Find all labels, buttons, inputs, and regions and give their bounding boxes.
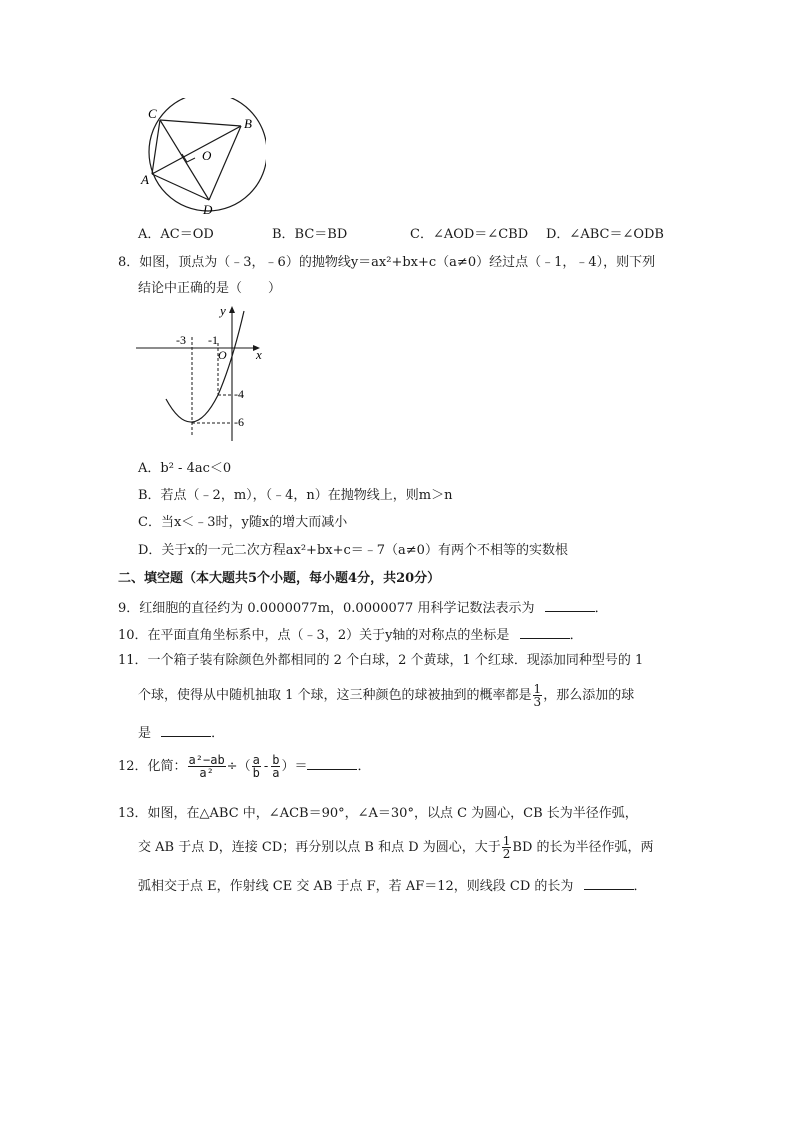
q8-option-b: B．若点（﹣2，m），（﹣4，n）在抛物线上，则m＞n — [138, 488, 453, 503]
q13-line2-b: BD 的长为半径作弧，两 — [512, 840, 654, 855]
q13-answer-blank[interactable] — [584, 877, 634, 890]
q13-stem-line3 — [138, 877, 647, 895]
q12-period: ． — [357, 759, 371, 774]
label-c: C — [148, 106, 157, 121]
q10-answer-blank[interactable] — [520, 626, 570, 639]
q11-line3: 是 — [138, 726, 152, 741]
q11-fraction-one-third: $\frac{1}{3}$ — [533, 682, 542, 709]
chord-bd — [209, 126, 241, 200]
q7-option-a: A．AC＝OD — [138, 227, 214, 242]
chord-cb — [160, 120, 241, 126]
q10-stem — [118, 626, 583, 644]
q10-period: ． — [569, 628, 583, 643]
q12-suffix: ）＝ — [281, 759, 308, 774]
q7-option-b: B．BC＝BD — [272, 227, 348, 242]
label-x: x — [256, 347, 262, 362]
q11-line2-b: ，那么添加的球 — [543, 688, 635, 703]
q11-answer-blank[interactable] — [161, 724, 211, 737]
q13-fraction-one-half: $\frac{1}{2}$ — [502, 834, 511, 861]
q8-stem-line2: 结论中正确的是（ ） — [138, 281, 282, 296]
label-d: D — [203, 202, 213, 217]
q10-text: 10．在平面直角坐标系中，点（﹣3，2）关于y轴的对称点的坐标是 — [118, 628, 510, 643]
q12-fraction-1: $\frac{\text{a²−ab}}{\text{a²}}$ — [188, 753, 225, 780]
q13-stem-line1: 13．如图，在△ABC 中，∠ACB＝90°，∠A＝30°，以点 C 为圆心，CB 长为半径作弧， — [118, 806, 638, 821]
label-minus6: -6 — [234, 415, 244, 429]
q11-line2-a: 个球，使得从中随机抽取 1 个球，这三种颜色的球被抽到的概率都是 — [138, 688, 532, 703]
q12-fraction-3: $\frac{b}{a}$ — [272, 753, 280, 780]
q8-stem-line1: 8．如图，顶点为（﹣3，﹣6）的抛物线y＝ax²+bx+c（a≠0）经过点（﹣1，﹣4），则下列 — [118, 255, 656, 270]
q12-fraction-2: $\frac{a}{b}$ — [252, 753, 260, 780]
right-angle-mark — [182, 154, 195, 162]
q11-stem-line2 — [138, 682, 634, 710]
q9-period: ． — [594, 601, 608, 616]
q12-stem — [118, 752, 370, 782]
q9-answer-blank[interactable] — [545, 599, 595, 612]
label-b: B — [244, 116, 252, 131]
q12-answer-blank[interactable] — [307, 757, 357, 770]
q8-option-c: C．当x＜﹣3时，y随x的增大而减小 — [138, 515, 348, 530]
label-y: y — [220, 303, 226, 318]
y-axis-arrow — [229, 306, 235, 313]
q11-stem-line3 — [138, 724, 224, 742]
chord-ca — [152, 120, 160, 174]
label-o: O — [202, 148, 212, 163]
line-ab — [152, 126, 241, 174]
q13-line2-a: 交 AB 于点 D，连接 CD；再分别以点 B 和点 D 为圆心，大于 — [138, 840, 501, 855]
q8-option-a: A．b² - 4ac＜0 — [138, 461, 232, 476]
q8-option-d: D．关于x的一元二次方程ax²+bx+c＝﹣7（a≠0）有两个不相等的实数根 — [138, 543, 568, 558]
label-minus3: -3 — [176, 333, 186, 347]
q13-stem-line2 — [138, 834, 654, 862]
q12-prefix: 12．化简： — [118, 759, 187, 774]
label-origin: O — [218, 348, 227, 362]
q12-minus: - — [263, 759, 269, 774]
q7-option-c: C．∠AOD＝∠CBD — [410, 227, 529, 242]
label-a: A — [141, 172, 149, 187]
q11-period: ． — [211, 726, 225, 741]
q11-stem-line1: 11．一个箱子装有除颜色外都相同的 2 个白球，2 个黄球，1 个红球．现添加同种型号的 1 — [118, 653, 644, 668]
q13-line3: 弧相交于点 E，作射线 CE 交 AB 于点 F，若 AF＝12，则线段 CD 的长为 — [138, 879, 574, 894]
q7-circle-figure — [136, 98, 266, 220]
q13-period: ． — [633, 879, 647, 894]
label-minus1: -1 — [208, 333, 218, 347]
q9-text: 9．红细胞的直径约为 0.0000077m，0.0000077 用科学记数法表示为 — [118, 601, 535, 616]
q7-option-d: D．∠ABC＝∠ODB — [546, 227, 664, 242]
label-minus4: -4 — [234, 387, 244, 401]
q8-parabola-graph — [136, 303, 268, 441]
section-heading-fill-in: 二、填空题（本大题共5个小题，每小题4分，共20分） — [118, 571, 441, 586]
q9-stem — [118, 599, 608, 617]
q12-divide: ÷（ — [226, 759, 251, 774]
